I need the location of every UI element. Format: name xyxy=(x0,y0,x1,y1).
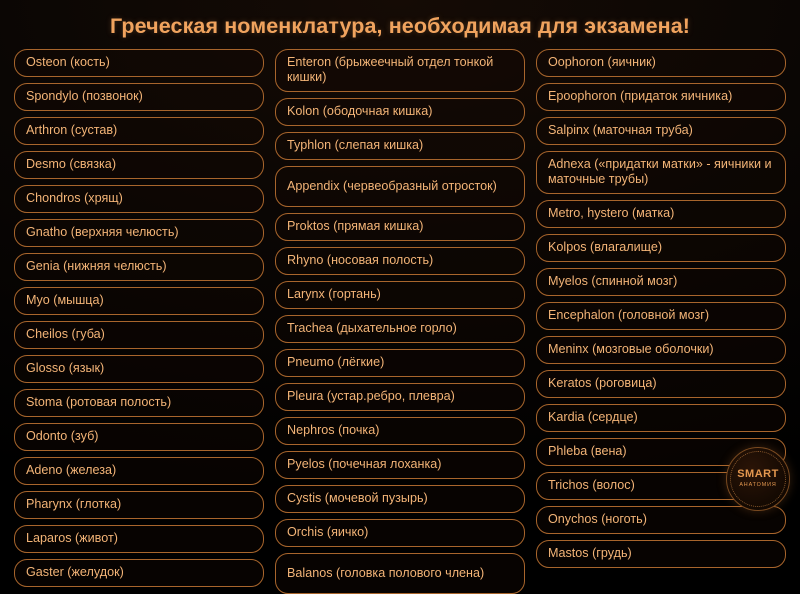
term-chip: Gnatho (верхняя челюсть) xyxy=(14,219,264,247)
term-chip: Trachea (дыхательное горло) xyxy=(275,315,525,343)
term-chip: Keratos (роговица) xyxy=(536,370,786,398)
term-chip: Pneumo (лёгкие) xyxy=(275,349,525,377)
term-chip: Myelos (спинной мозг) xyxy=(536,268,786,296)
term-chip: Glosso (язык) xyxy=(14,355,264,383)
term-chip: Odonto (зуб) xyxy=(14,423,264,451)
term-chip: Appendix (червеобразный отросток) xyxy=(275,166,525,207)
page-title: Греческая номенклатура, необходимая для экзамена! xyxy=(109,14,691,38)
term-chip: Balanos (головка полового члена) xyxy=(275,553,525,594)
terms-column-2 xyxy=(275,49,525,594)
term-chip: Cystis (мочевой пузырь) xyxy=(275,485,525,513)
term-chip: Enteron (брыжеечный отдел тонкой кишки) xyxy=(275,49,525,92)
term-chip: Epoophoron (придаток яичника) xyxy=(536,83,786,111)
term-chip: Larynx (гортань) xyxy=(275,281,525,309)
term-chip: Pleura (устар.ребро, плевра) xyxy=(275,383,525,411)
term-chip: Arthron (сустав) xyxy=(14,117,264,145)
term-chip: Genia (нижняя челюсть) xyxy=(14,253,264,281)
term-chip: Salpinx (маточная труба) xyxy=(536,117,786,145)
logo-line1: SMART xyxy=(737,468,779,480)
term-chip: Rhyno (носовая полость) xyxy=(275,247,525,275)
term-chip: Pyelos (почечная лоханка) xyxy=(275,451,525,479)
term-chip: Proktos (прямая кишка) xyxy=(275,213,525,241)
term-chip: Phleba (вена) xyxy=(536,438,786,466)
logo-line2: АНАТОМИЯ xyxy=(739,482,777,488)
term-chip: Kardia (сердце) xyxy=(536,404,786,432)
term-chip: Metro, hystero (матка) xyxy=(536,200,786,228)
term-chip: Orchis (яичко) xyxy=(275,519,525,547)
term-chip: Oophoron (яичник) xyxy=(536,49,786,77)
term-chip: Adeno (железа) xyxy=(14,457,264,485)
term-chip: Osteon (кость) xyxy=(14,49,264,77)
brand-logo xyxy=(726,447,790,511)
term-chip: Gaster (желудок) xyxy=(14,559,264,587)
term-chip: Typhlon (слепая кишка) xyxy=(275,132,525,160)
term-chip: Spondylo (позвонок) xyxy=(14,83,264,111)
term-chip: Encephalon (головной мозг) xyxy=(536,302,786,330)
term-chip: Mastos (грудь) xyxy=(536,540,786,568)
term-chip: Pharynx (глотка) xyxy=(14,491,264,519)
term-chip: Adnexa («придатки матки» - яичники и маточные трубы) xyxy=(536,151,786,194)
term-chip: Trichos (волос) xyxy=(536,472,786,500)
term-chip: Cheilos (губа) xyxy=(14,321,264,349)
term-chip: Meninx (мозговые оболочки) xyxy=(536,336,786,364)
logo-ring xyxy=(730,451,786,507)
term-chip: Desmo (связка) xyxy=(14,151,264,179)
term-chip: Chondros (хрящ) xyxy=(14,185,264,213)
term-chip: Kolon (ободочная кишка) xyxy=(275,98,525,126)
terms-column-1 xyxy=(14,49,264,587)
term-chip: Stoma (ротовая полость) xyxy=(14,389,264,417)
term-chip: Kolpos (влагалище) xyxy=(536,234,786,262)
term-chip: Myo (мышца) xyxy=(14,287,264,315)
terms-columns xyxy=(14,49,786,594)
term-chip: Onychos (ноготь) xyxy=(536,506,786,534)
term-chip: Laparos (живот) xyxy=(14,525,264,553)
term-chip: Nephros (почка) xyxy=(275,417,525,445)
